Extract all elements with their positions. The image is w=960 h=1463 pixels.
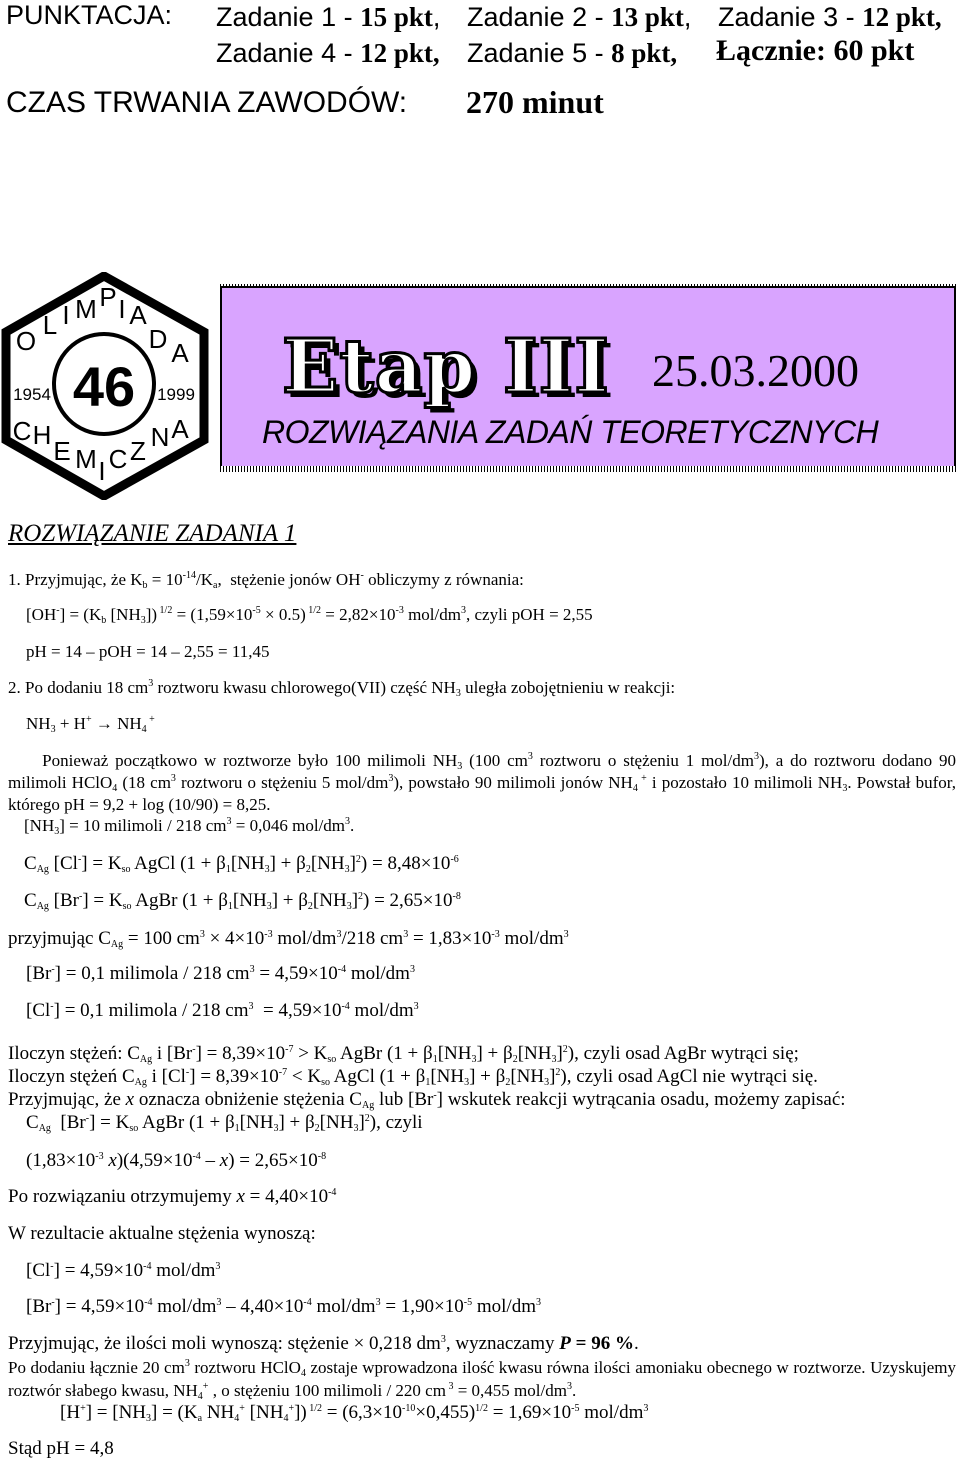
zadanie-4-label: Zadanie 4 - (216, 38, 361, 68)
logo-letter-bottom-5: C (108, 444, 128, 474)
section-title: ROZWIĄZANIE ZADANIA 1 (8, 520, 297, 547)
line-12: Iloczyn stężeń: $C_{Ag}$ i $[Br^-] = 8,39\times 10^{-7} > K_{so}$ AgBr $(1 + \beta_1[NH_3] + \beta_2[NH_3]^2)$, czyli osad AgBr wytrąci się; (8, 1043, 799, 1065)
duration-value (466, 84, 604, 121)
line-1: 1. Przyjmując, że $K_b = 10^{-14}/K_a$, stężenie jonów OH- obliczymy z równania: (8, 570, 524, 591)
line-22: $[H^+] = [NH_3] = (K_a$ $NH_4^+$ $[NH_4^+]$) $^{1/2} = (6,3\times 10^{-10}\times 0,455)^{1/2} = 1,69\times 10^{-5}$ mol/$dm^3$ (60, 1402, 649, 1424)
zadanie-3-points: 12 pkt, (862, 2, 942, 32)
line-3: pH = 14 – pOH = 14 – 2,55 = 11,45 (26, 642, 270, 661)
logo-letter-top-2: I (62, 300, 70, 330)
zadanie-1-score: Zadanie 1 - 15 pkt, (216, 2, 441, 32)
line-9: przyjmując $C_{Ag} = 100$ $cm^3 \times 4\times 10^{-3}$ mol/$dm^3/218$ $cm^3 = 1,83\times 10^{-3}$ mol/$dm^3$ (8, 928, 569, 950)
punktacja-label: PUNKTACJA: (6, 0, 173, 30)
line-4: 2. Po dodaniu 18 $cm^3$ roztworu kwasu chlorowego(VII) część $NH_3$ uległa zobojętnieniu w reakcji: (8, 678, 676, 699)
logo-letter-bottom-8: A (171, 414, 189, 444)
logo-letter-bottom-7: N (150, 422, 170, 452)
logo-year-left: 1954 (13, 385, 51, 404)
line-2: $[OH^-] = (K_b$ $[NH_3]$) $^{1/2} = (1,59\times 10^{-5} \times 0.5) ^{1/2} = 2,82\times 10^{-3}$ mol/$dm^3$, czyli pOH = 2,55 (26, 605, 593, 626)
logo-letter-top-7: D (148, 324, 168, 354)
stage-date: 25.03.2000 (652, 345, 859, 396)
banner-bottom-fringe (220, 466, 956, 472)
line-21: Przyjmując, że ilości moli wynoszą: stężenie × 0,218 $dm^3$, wyznaczamy P = 96 %. (8, 1333, 639, 1354)
logo-number: 46 (72, 355, 136, 418)
zadanie-3-label: Zadanie 3 - (718, 2, 863, 32)
line-13: Iloczyn stężeń $C_{Ag}$ i $[Cl^-] = 8,39\times 10^{-7} < K_{so}$ AgCl $(1 + \beta_1[NH_3] + \beta_2[NH_3]^2)$, czyli osad AgCl nie wytrąci się. (8, 1066, 818, 1088)
logo-letter-bottom-6: Z (130, 436, 146, 466)
line-17: Po rozwiązaniu otrzymujemy $x = 4,40\times 10^{-4}$ (8, 1186, 337, 1207)
logo-letter-top-4: P (99, 282, 117, 312)
logo-letter-top-6: A (129, 300, 147, 330)
line-7: $C_{Ag}$ $[Cl^-] = K_{so}$ AgCl $(1 + \beta_1[NH_3] + \beta_2[NH_3]^2) = 8,48\times 10^{-6}$ (24, 853, 459, 875)
logo-letter-bottom-1: H (32, 420, 52, 450)
zadanie-2-points: 13 pkt (611, 2, 684, 32)
zadanie-5-points: 8 pkt, (611, 38, 678, 68)
logo-letter-bottom-0: C (12, 416, 32, 446)
stage-title: Etap III (282, 324, 610, 410)
duration-value-text: 270 minut (466, 84, 604, 120)
zadanie-3-score (718, 2, 942, 33)
duration-label: CZAS TRWANIA ZAWODÓW: (6, 86, 408, 119)
zadanie-2-score: Zadanie 2 - 13 pkt, (467, 2, 692, 32)
stage-banner (220, 286, 956, 470)
zadanie-5-label: Zadanie 5 - (467, 38, 612, 68)
logo-year-right: 1999 (157, 385, 195, 404)
line-14: Przyjmując, że x oznacza obniżenie stężenia $C_{Ag}$ lub [Br-] wskutek reakcji wytrącania osadu, możemy zapisać: (8, 1089, 846, 1111)
olympiad-logo (0, 272, 214, 500)
line-20: $[Br^-] = 4,59\times 10^{-4}$ mol/$dm^3 - 4,40\times 10^{-4}$ mol/$dm^3 = 1,90\times 10^{-5}$ mol/$dm^3$ (26, 1296, 541, 1317)
zadanie-1-label: Zadanie 1 - (216, 2, 361, 32)
line-6: $[NH_3] = 10$ milimoli / 218 $cm^3 = 0,046$ mol/$dm^3$. (24, 816, 355, 837)
logo-letter-top-1: L (42, 310, 58, 340)
line-5: $NH_3 + H^+ \to NH_4$ + (26, 714, 155, 735)
logo-letter-bottom-4: I (98, 456, 106, 486)
total-points (716, 34, 914, 68)
line-23: Stąd pH = 4,8 (8, 1438, 114, 1459)
line-10: [Br-] = 0,1 milimola / 218 $cm^3 = 4,59\times 10^{-4}$ mol/$dm^3$ (26, 963, 415, 984)
logo-letter-top-8: A (171, 338, 189, 368)
zadanie-5-score (467, 38, 677, 69)
stage-subtitle: ROZWIĄZANIA ZADAŃ TEORETYCZNYCH (262, 414, 879, 450)
line-19: $[Cl^-] = 4,59\times 10^{-4}$ mol/$dm^3$ (26, 1260, 221, 1281)
logo-letter-bottom-3: M (75, 444, 97, 474)
logo-letter-top-3: M (75, 294, 97, 324)
line-11: [Cl-] = 0,1 milimola / 218 $cm^3 = 4,59\times 10^{-4}$ mol/$dm^3$ (26, 1000, 419, 1021)
zadanie-4-points: 12 pkt, (360, 38, 440, 68)
line-8: $C_{Ag}$ $[Br^-] = K_{so}$ AgBr $(1 + \beta_1[NH_3] + \beta_2[NH_3]^2) = 2,65\times 10^{-8}$ (24, 890, 461, 912)
paragraph-1: Ponieważ początkowo w roztworze było 100 milimoli $NH_3$ (100 $cm^3$ roztworu o stężeniu 1 mol/$dm^3$), a do roztworu dodano 90 milimoli HClO$_4$ (18 $cm^3$ roztworu o stężeniu 5 mol/$dm^3$), powstało 90 milimoli jonów $NH_4$ + i pozostało 10 milimoli $NH_3$. Powstał bufor, którego pH = 9,2 + log (10/90) = 8,25. (8, 751, 956, 814)
zadanie-1-points: 15 pkt (360, 2, 433, 32)
total-points-text: Łącznie: 60 pkt (716, 34, 915, 67)
logo-letter-top-5: I (118, 294, 126, 324)
line-18: W rezultacie aktualne stężenia wynoszą: (8, 1223, 316, 1244)
line-16: ($1,83\times 10^{-3}$ $x)(4,59\times 10^{-4} - x) = 2,65\times 10^{-8}$ (26, 1150, 327, 1171)
zadanie-2-label: Zadanie 2 - (467, 2, 612, 32)
logo-letter-bottom-2: E (53, 436, 71, 466)
zadanie-4-score (216, 38, 440, 69)
paragraph-2: Po dodaniu łącznie 20 $cm^3$ roztworu HClO$_4$ zostaje wprowadzona ilość kwasu równa ilości amoniaku obecnego w roztworze. Uzyskujemy roztwór słabego kwasu, $NH_4^+$ , o stężeniu 100 milimoli / 220 cm $^3$ = 0,455 mol/$dm^3$. (8, 1358, 957, 1402)
line-15: $C_{Ag}$ $[Br^-] = K_{so}$ AgBr $(1 + \beta_1[NH_3] + \beta_2[NH_3]^2)$, czyli (26, 1112, 423, 1134)
logo-letter-top-0: O (15, 326, 37, 356)
